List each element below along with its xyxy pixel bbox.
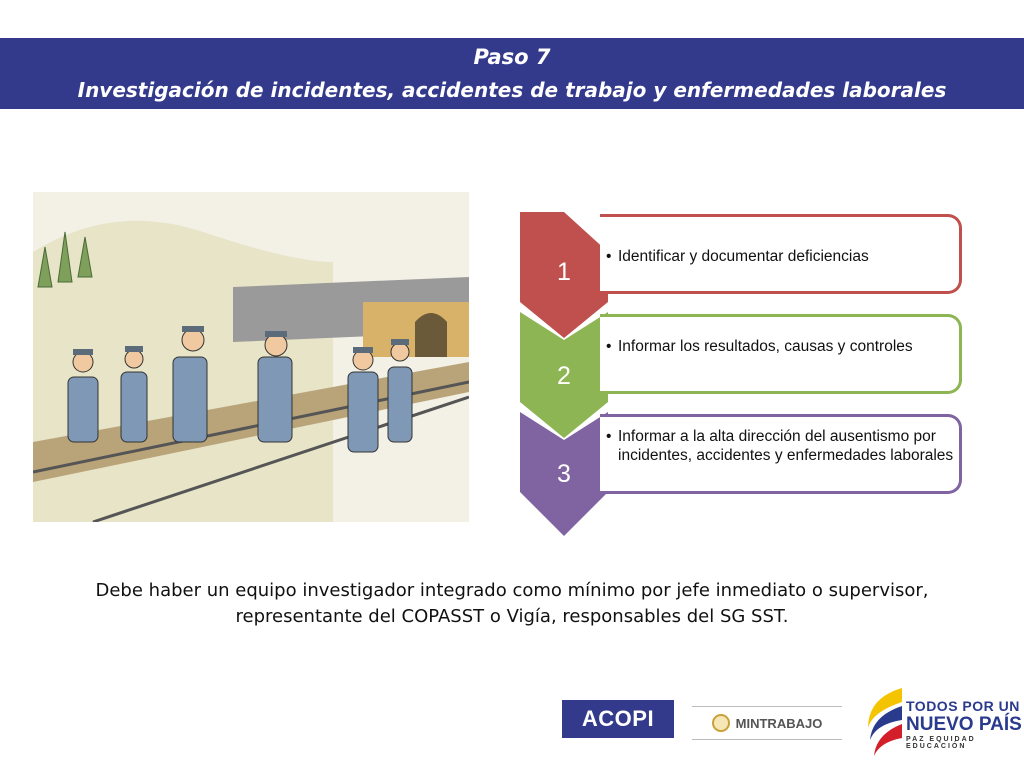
step-3-text: • Informar a la alta dirección del ausentismo por incidentes, accidentes y enfermedades laborales [618, 427, 956, 465]
mintrabajo-logo-text: MINTRABAJO [735, 715, 823, 731]
acopi-logo [562, 700, 674, 738]
acopi-logo-text: ACOPI [581, 706, 655, 731]
tpun-line-2: NUEVO PAÍS [906, 714, 1022, 735]
mintrabajo-logo [692, 706, 842, 740]
step-2-number: 2 [557, 362, 571, 390]
step-3-number: 3 [557, 460, 571, 488]
todos-por-un-nuevo-pais-logo [862, 684, 1022, 764]
railway-workers-illustration [33, 192, 469, 522]
step-1-text: • Identificar y documentar deficiencias [618, 247, 948, 266]
tpun-line-1: TODOS POR UN [906, 698, 1020, 714]
step-label: Paso 7 [473, 45, 551, 69]
slide-title: Investigación de incidentes, accidentes de trabajo y enfermedades laborales [77, 78, 947, 102]
step-2-card [600, 314, 962, 394]
tpun-line-3: PAZ EQUIDAD EDUCACIÓN [906, 736, 976, 750]
team-requirement-caption: Debe haber un equipo investigador integrado como mínimo por jefe inmediato o supervisor, representante del COPASST o Vigía, responsables del SG SST. [95, 580, 929, 627]
colombia-flag-swoosh-icon [862, 684, 906, 764]
slide-header [0, 38, 1024, 109]
step-1-number: 1 [557, 258, 571, 286]
step-2-text: • Informar los resultados, causas y controles [618, 337, 918, 356]
colombia-seal-icon [712, 714, 730, 732]
step-1-card [600, 214, 962, 294]
illustration-art [33, 192, 469, 522]
step-3-card [600, 414, 962, 494]
